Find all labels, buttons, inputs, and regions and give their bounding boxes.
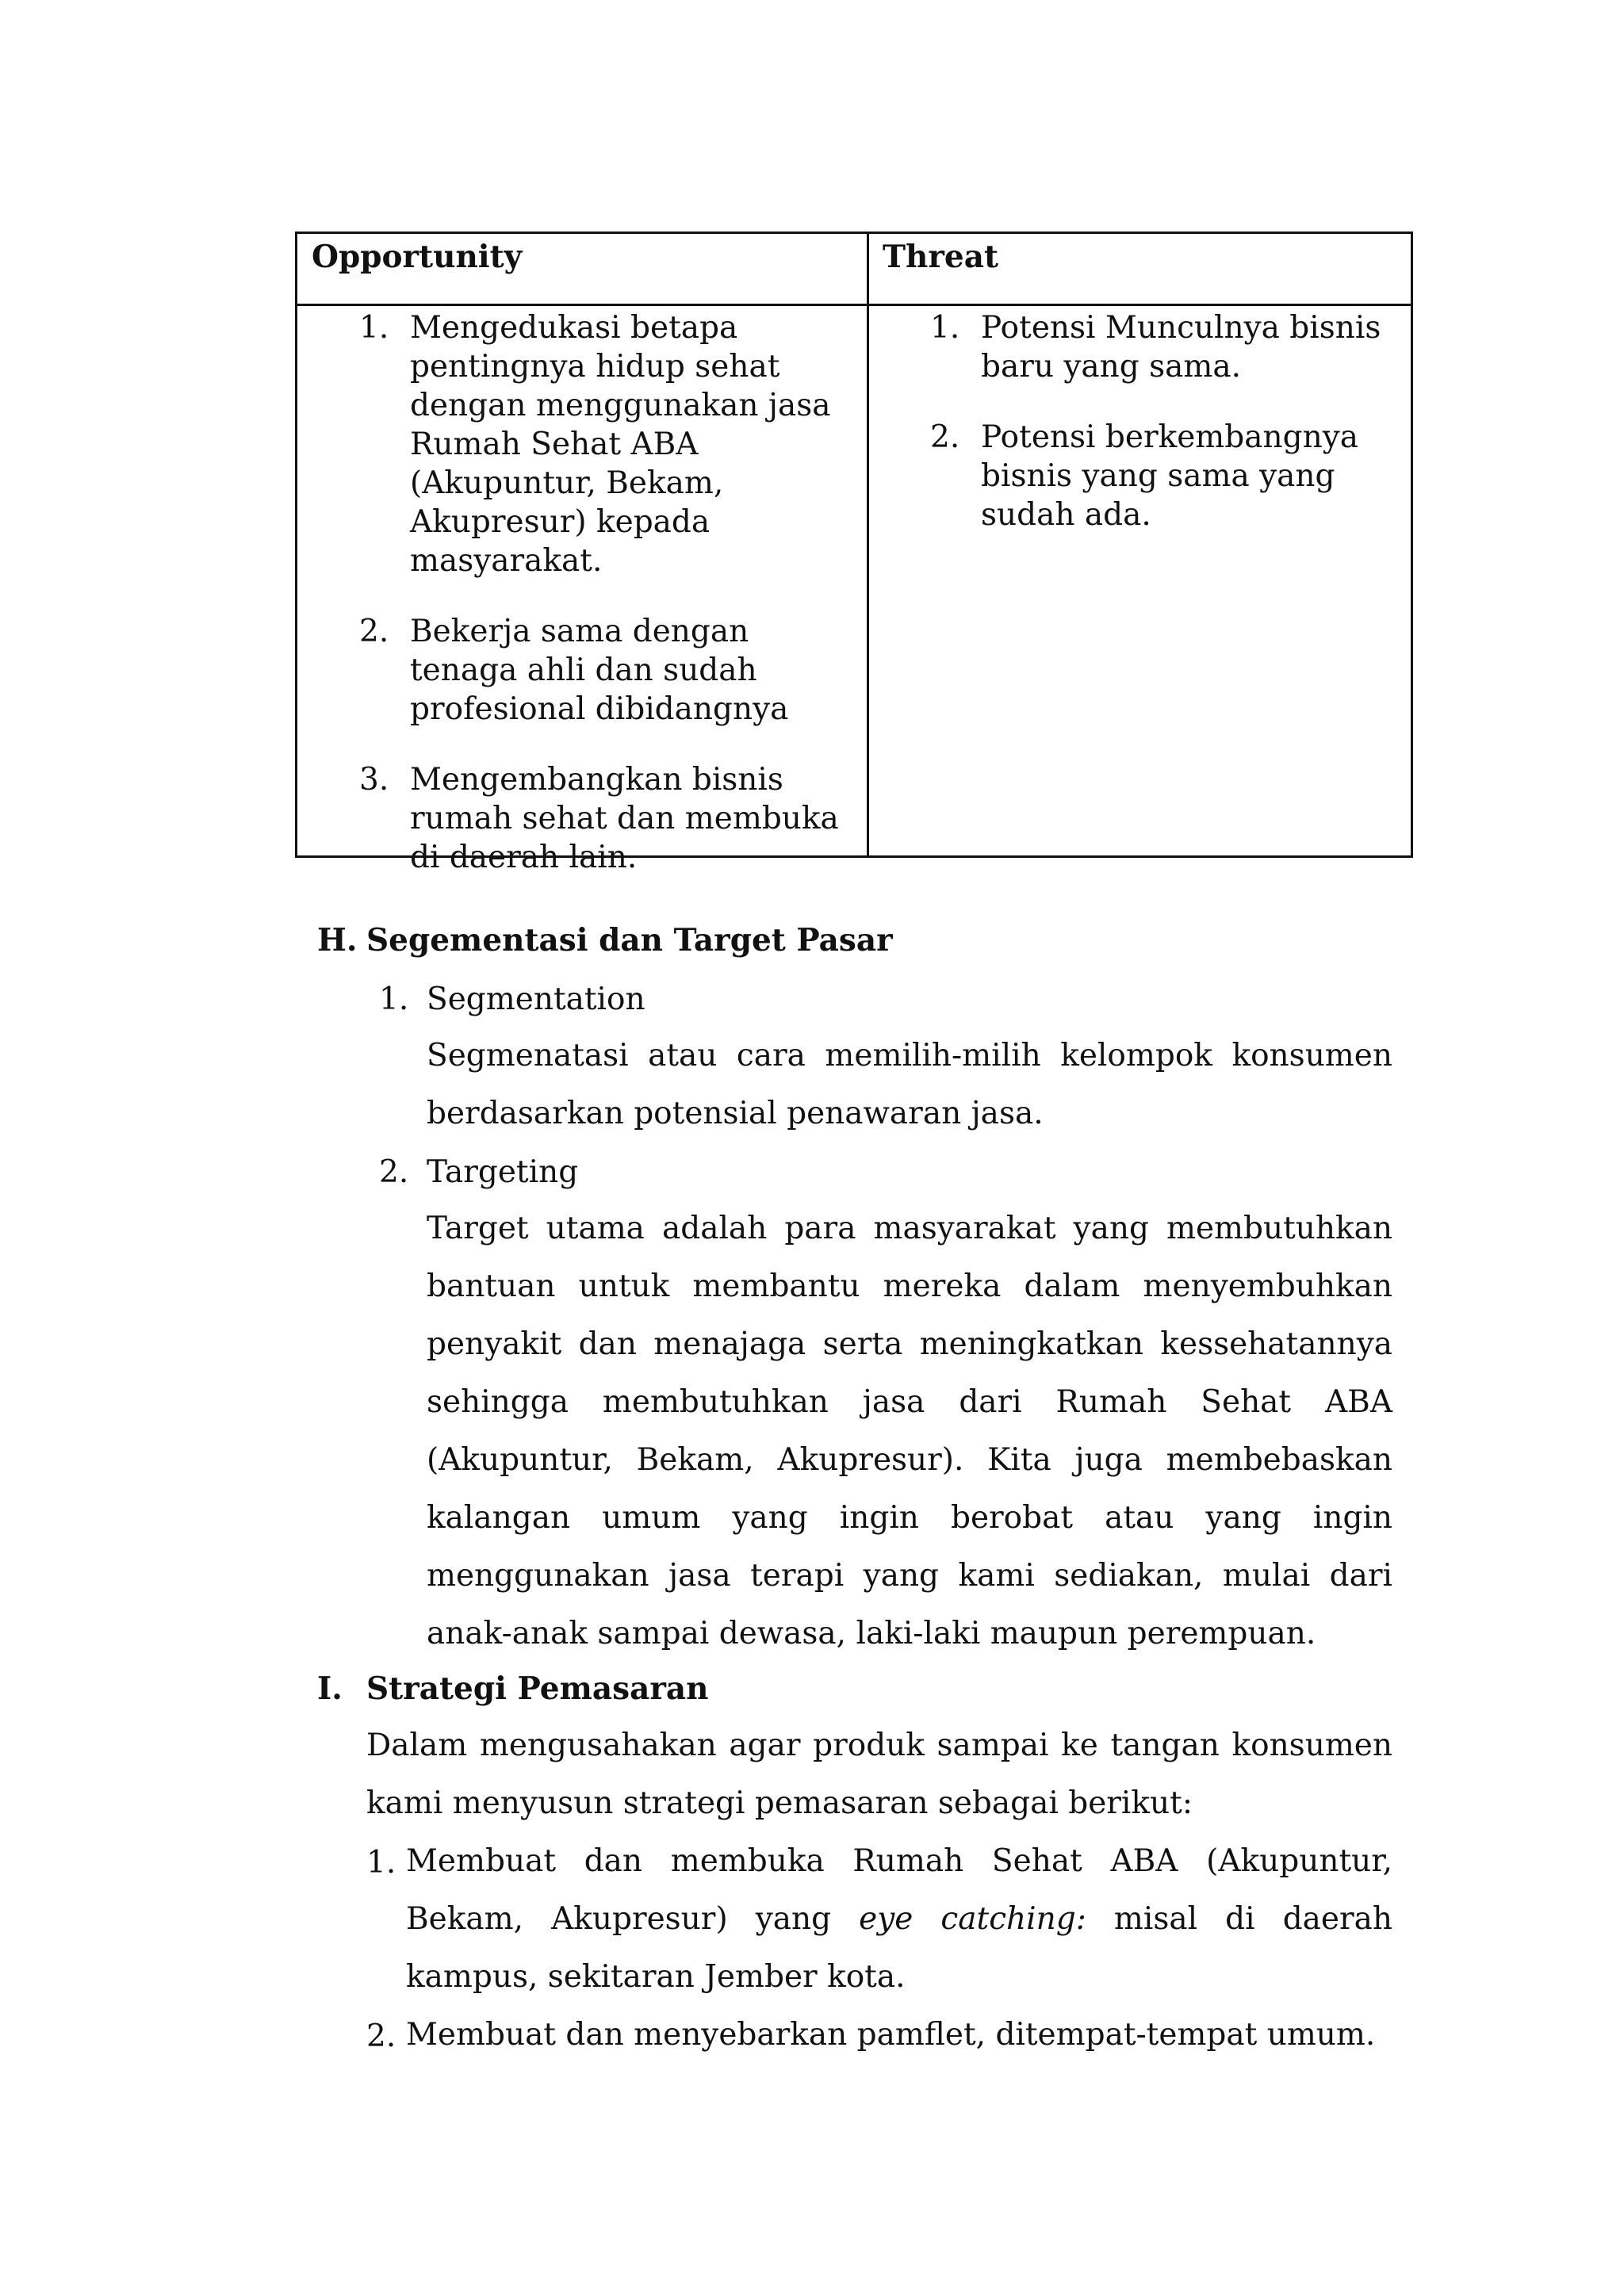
item-number: 1. [379,982,409,1017]
list-item: 2. Potensi berkembangnya bisnis yang sama yang sudah ada. [930,419,1358,533]
segmentation-title: Segmentation [427,982,645,1017]
threat-cell [930,307,1406,566]
list-item: 3. Mengembangkan bisnis rumah sehat dan membuka di daerah lain. [359,762,839,875]
strategy-item-1: Membuat dan membuka Rumah Sehat ABA (Akupuntur, Bekam, Akupresur) yang eye catching: misal di daerah kampus, sekitaran Jember kota. [406,1843,1393,1995]
strategy-intro: Dalam mengusahakan agar produk sampai ke tangan konsumen kami menyusun strategi pemasaran sebagai berikut: [366,1728,1392,1821]
section-h-title: Segementasi dan Target Pasar [366,922,893,959]
list-item: 1. Potensi Munculnya bisnis baru yang sama. [930,310,1381,385]
eye-catching-emphasis: eye catching: [859,1901,1086,1937]
table-header-divider [297,304,1411,306]
section-i-letter: I. [317,1670,343,1707]
targeting-title: Targeting [427,1154,579,1190]
section-i-title: Strategi Pemasaran [366,1670,709,1707]
opportunity-cell [359,307,857,909]
strategy-item-2: Membuat dan menyebarkan pamflet, ditempat-tempat umum. [406,2017,1376,2053]
opportunity-list [359,308,857,877]
threat-list [930,308,1406,534]
item-number: 2. [366,2019,396,2054]
list-item: 2. Bekerja sama dengan tenaga ahli dan sudah profesional dibidangnya [359,614,789,727]
targeting-body: Target utama adalah para masyarakat yang membutuhkan bantuan untuk membantu mereka dalam menyembuhkan penyakit dan menajaga serta meningkatkan kessehatannya sehingga membutuhkan jasa dari Rumah Sehat ABA (Akupuntur, Bekam, Akupresur). Kita juga membebaskan kalangan umum yang ingin berobat atau yang ingin menggunakan jasa terapi yang kami sediakan, mulai dari anak-anak sampai dewasa, laki-laki maupun perempuan. [427,1211,1392,1651]
table-column-divider [867,234,869,855]
list-item: 1. Mengedukasi betapa pentingnya hidup sehat dengan menggunakan jasa Rumah Sehat ABA (Akupuntur, Bekam, Akupresur) kepada masyarakat. [359,310,831,579]
item-number: 2. [379,1154,409,1190]
segmentation-body: Segmenatasi atau cara memilih-milih kelompok konsumen berdasarkan potensial penawaran jasa. [427,1038,1392,1131]
opportunity-header: Opportunity [312,239,523,275]
section-h-letter: H. [317,922,358,959]
swot-table [295,232,1413,875]
threat-header: Threat [883,239,999,275]
item-number: 1. [366,1845,396,1881]
